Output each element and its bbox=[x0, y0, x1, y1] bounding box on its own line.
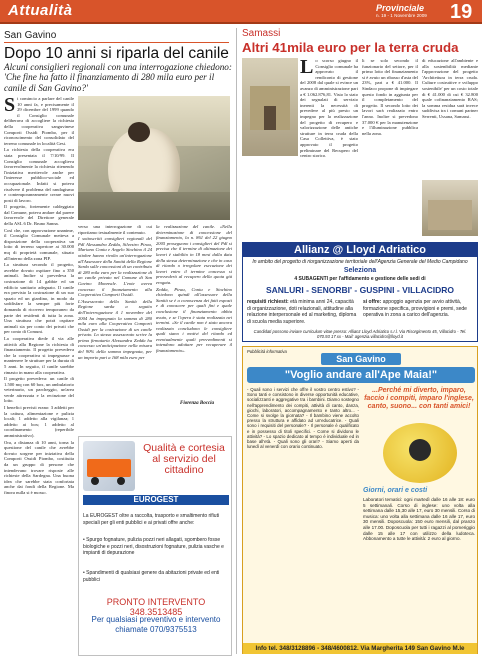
allianz-ad bbox=[242, 242, 478, 342]
paragraph: La cooperativa diede il via alle attività alla Regione la richiesta di finanziamento. Il progetto prevedeva che la cooperativa si impegnasse a mantenere le strutture per la durata di 5 anni. In seguito, il canile sarebbe rimasto in mano alla cooperativa. bbox=[4, 335, 74, 375]
allianz-logo: Allianz @ Lloyd Adriatico bbox=[243, 243, 477, 257]
paragraph: Così che, con approvazione unanime, il Consiglio Comunale metteva a disposizione della cooperativa un lotto di terreno superiore ai 30.000 mq di proprietà comunale, situato all'interno della zona PIP. bbox=[4, 227, 74, 261]
right-article-column-2 bbox=[362, 58, 418, 234]
left-article-column-3 bbox=[156, 224, 232, 400]
page-number: 19 bbox=[450, 1, 473, 23]
hours-title: Giorni, orari e costi bbox=[363, 487, 428, 494]
allianz-towns: SANLURI - SENORBI' - GUSPINI - VILLACIDRO bbox=[265, 285, 455, 295]
left-article-headline: Dopo 10 anni si riparla del canile bbox=[4, 45, 229, 62]
allianz-offer: 4 SUBAGENTI per l'affidamento e gestione delle sedi di bbox=[294, 276, 426, 282]
paragraph: I benefici previsti erano: 3 addetti per la cattura, alimentazione e pulizia locali; 1 addetto alla vigilanza; 1 addetto ai box; 1 addetto al coordinamento (reperibile amministrativo). bbox=[4, 405, 74, 439]
ad-side-text: ...Perché mi diverto, imparo, faccio i compiti, imparo l'inglese, canto, suono... con tanti amici! bbox=[364, 387, 474, 410]
paragraph: Ora, a distanza di 10 anni, torna la questione del canile che avrebbe dovuto sorgere per iniziativa della Comporti Ossidi Piombo, costituita da un gruppo di persone che intendevano trovare risposte alle richieste della Sardegna. Una buona idea che sarebbe stata confortata anche dai fondi della Regione. Ma finora nulla si è mosso. bbox=[4, 439, 74, 495]
allianz-offers bbox=[363, 299, 473, 319]
section-title: Attualità bbox=[8, 2, 73, 19]
building-door bbox=[264, 106, 276, 130]
paragraph: i comincio a parlare del canile 10 anni fa, e precisamente il 29 dicembre del 1999 quando il Consiglio comunale deliberava di accogliere la richiesta della cooperativa sanguvinese Comporti Ossidi Piombo, per il riconoscimento del consolidato del terreno comunale in località Gesi. bbox=[4, 96, 74, 146]
bee-head bbox=[409, 439, 431, 461]
eurogest-ad bbox=[78, 436, 232, 656]
animal-head bbox=[128, 122, 150, 142]
paragraph: li se solo secondo il funzionario del settore, per il primo lotto del finanziamento si è avuto un ribasso d'asta del 23%, pari a € 41.000. Il Sindaco propone di impiegare questo fondo in aggiunta per il completamento del progetto. Il secondo lotto dei lavori sarà realizzato entro l'anno. Inoltre si prevedono 37.000 € per la manutenzione e l'illuminazione pubblica nella zona. bbox=[362, 58, 418, 136]
ad-tag: Pubblicità informativa bbox=[247, 349, 287, 354]
right-article-headline: Altri 41mila euro per la terra cruda bbox=[242, 40, 459, 55]
paragraph: La struttura secondo il progetto, avrebbe dovuto ospitare fino a 350 animali. Inoltre si prevedeva la costruzione di 14 gabbie ed un edificio sanitario adeguato. Il canile era previsto la costruzione di un suo spazio ed un giardino, in modo da soddisfare la sempre più forte domanda di ricovero temporaneo da parte dei residenti di tutta la zona. Una struttura che potrà ospitare animali sia per conto dei privati che per conto di Comuni. bbox=[4, 262, 74, 335]
qa-paragraph: - Quali sono i servizi che offre il vostro centro estivo? - Sono tanti e consistono in diverse opportunità educative, socializzanti e aggregative tra i bambini. Diamo sostegno nell'apprendimento dei compiti, attività di canto, danza, giochi, laboratori, accompagnamento e tanto altro... - Come si svolge la giornata? - Il bambino viene accolto presso la struttura e affidato ad un'educatrice. - Quali sono i requisiti del personale? - Il personale è qualificato e in possesso di titoli specifici. - Come si dividono le attività? - Lo spazio dedicato al tempo è individuale ed in base all'età. - Quali sono gli orari? - Siamo aperti da lunedì al venerdì con orario continuato. bbox=[247, 387, 359, 450]
left-article-column-1 bbox=[4, 96, 74, 656]
paragraph: Il progetto prevedeva: un canile di 1.500 mq con 60 box, un ambulatorio veterinario, un parcheggio, un'area verde attrezzata e la recinzione del lotto. bbox=[4, 376, 74, 404]
paragraph: Zedda, Pirau, Contu e Stochino chiedono quindi all'assessore della Sanità se è a conoscenza dei fatti esposti e di conoscere per quali fini e quale conclusione il finanziamento abbia avuto, e se l'opera è stata realizzata nei termini. «Se il canile non è stato ancora realizzato concludono le consigliere quali siano i motivi del ritardo ed eventualmente quali provvedimenti si intendono adottare per recuperare il finanziamento». bbox=[156, 286, 232, 354]
paragraph: L'Assessorato della Sanità della Regione sarda a seguito dell'interrogazione il 1 novembre del 2004 ha impegnato la somma di 280 mila euro alla Cooperativa Comporti Ossidi per la costruzione di un canile privato. Lo stesso assessorato scrive la prima firmataria Alessandra Zedda ha concesso un'anticipazione nella misura del 90% della somma impegnata, per un importo pari a 168 mila euro per bbox=[78, 298, 152, 360]
author-byline: Fiorenza Boccia bbox=[180, 401, 215, 406]
bee-illustration bbox=[383, 423, 457, 483]
eurogest-logo: EUROGEST bbox=[83, 495, 229, 505]
ad-footer-contact[interactable]: Info tel. 348/3128896 - 348/4600812. Via Margherita 149 San Gavino M.le bbox=[243, 643, 477, 654]
allianz-requirements bbox=[247, 299, 357, 325]
ad-bullet-text: Spandimenti di qualsiasi genere da abitazioni private ed enti pubblici bbox=[83, 570, 220, 583]
paragraph: Il progetto, fortemente caldeggiato dal Comune, poteva andare dal parere favorevole del Direttore generale della ASL 6 Dr. Bruno Sanna. bbox=[4, 204, 74, 227]
hours-paragraph: Laboratori tematici: ogni martedì dalle 16 alle 18: euro 5 settimanali. Corso di inglese: uno volta alla settimana dalle 15,30 alle 17, euro 30 mensili. Corso di musica: uno volta alla settimana dalle 16 alle 17, euro 30 mensili. Doposcuola: 150 euro mensili, dal pranzo alle 17.00. Doposcuola per tutti i ragazzi al pomeriggio dalle 15 alle 17 con utilizzo della ludoteca. Abbonamento a tutte le attività: 2 euro al giorno. bbox=[363, 497, 475, 542]
issue-date: n. 19 - 1 Novembre 2009 bbox=[376, 13, 427, 18]
san-gavino-ad bbox=[242, 346, 478, 654]
office-phone[interactable]: Per qualsiasi preventivo e intervento chiamate 070/9375513 bbox=[91, 615, 221, 634]
ad-town: San Gavino bbox=[321, 353, 401, 365]
adobe-house-photo bbox=[422, 180, 478, 236]
newspaper-brand: Provinciale bbox=[376, 3, 425, 13]
label: si offre: bbox=[363, 299, 382, 305]
allianz-seeks: Seleziona bbox=[343, 267, 377, 274]
left-article-subheadline: Alcuni consiglieri regionali con una interrogazione chiedono: 'Che fine ha fatto il finanziamento di 280 mila euro per il canile di San Gavino?' bbox=[4, 62, 232, 93]
right-article-location: Samassi bbox=[242, 28, 281, 39]
ad-bullet-text: Spurgo fognature, pulizia pozzi neri allagati, sgombero fosse biologiche e pozzi neri, disostruzioni fognature, pulizia vasche e impianti di depurazione bbox=[83, 537, 224, 557]
truck-wheel bbox=[117, 477, 125, 485]
house-wall bbox=[428, 200, 472, 230]
left-article-location: San Gavino bbox=[4, 30, 57, 41]
text: età minima anni 24, capacità di organizzazione, doti relazionali, attitudine alla relazione interpersonale ed al marketing, diploma di scuola media superiore. bbox=[247, 299, 357, 325]
right-article-column-3 bbox=[422, 58, 478, 178]
terra-cruda-photo bbox=[242, 58, 298, 156]
sheep-dog-photo bbox=[78, 96, 230, 220]
right-article-column-1 bbox=[300, 58, 358, 238]
column-divider bbox=[236, 28, 237, 654]
emergency-phone[interactable]: PRONTO INTERVENTO 348.3513485 bbox=[106, 597, 206, 617]
paragraph: I sottoscritti consiglieri regionali del Pdl Alessandra Zedda, Silvestro Pirau, Mariano Contu e Angelo Stochino il 24 ottobre hanno rivolto un'interrogazione all'Assessore della Sanità della Regione Sarda sulle concessioni di un contributo di 280 mila euro per la realizzazione di un canile privato nel Comune di San Gavino Monreale. L'ente aveva concesso il finanziamento alla Cooperativa Comporti Ossidi. bbox=[78, 236, 152, 298]
ad-bullet: • Spandimenti di qualsiasi genere da abitazioni private ed enti pubblici bbox=[83, 570, 220, 583]
ad-title: Qualità e cortesia al servizio del cittadino bbox=[143, 442, 225, 476]
allianz-contact: Candidati possono inviare curriculum vitae presso: Allianz Lloyd Adriatico s.r.l. Via Risorgimento 45, Villacidro - Tel. 070.93 17 xx - Mail: agenzia.villacidro@lloyd.it bbox=[253, 329, 467, 339]
paragraph: o scorso giugno il Consiglio comunale ha approvato il rendiconto di gestione del 2008 dal quale si evince un avanzo di amministrazione pari a € 1.062.876,81. Visto lo stato dei segnalati di servizio inerenti la necessità di prevedere al più presto un impegno per la realizzazione del progetto di recupero e valorizzazione delle antiche strutture in terra cruda della Casa Collettiva, è stato approvato il progetto preliminare del Recupero del centro storico. bbox=[300, 58, 358, 159]
left-article-column-2 bbox=[78, 224, 152, 434]
truck-wheel bbox=[91, 477, 99, 485]
truck-body bbox=[87, 459, 131, 477]
paragraph: di educazione all'ambiente e alla sostenibilità mediante l'approvazione del progetto 'Architettura in terra cruda. Culture costruttive e sviluppo sostenibile' per un costo totale di € 41.000 di cui € 32.800 quale cofinanziamento RAS; la somma residua sarà invece suddivisa tra i comuni partner Serrenti, Ussana, Samassi. bbox=[422, 58, 478, 119]
dropcap: S bbox=[4, 96, 16, 116]
hours-text bbox=[363, 497, 475, 637]
ad-qa-text bbox=[247, 387, 359, 597]
ad-intro: La EUROGEST oltre a raccolta, trasporto e smaltimento rifiuti speciali per gli enti pubblici e ai privati offre anche: bbox=[83, 513, 220, 526]
truck-photo bbox=[83, 441, 135, 491]
paragraph: verso una interrogazione di cui riportiamo testualmente il contenuto. bbox=[78, 224, 152, 235]
text: appoggio agenzia per avvio attività, formazione specifica, provvigioni e premi, sede operativa in zona a carico dell'agenzia. bbox=[363, 299, 467, 319]
paragraph: la realizzazione del canile. «Nella determinazione di concessione del finanziamento, la n. 861 del 22 giugno 2005 proseguono i consiglieri del Pdl si precisa che il termine di ultimazione dei lavori è stabilito in 18 mesi dalla data della stessa determinazione e che in caso di ritardo o irregolare esecuzione dei lavori entro il termine concesso si provvederà al recupero della quota già erogata. bbox=[156, 224, 232, 285]
paragraph: La richiesta della cooperativa era stata presentata il 7/10/99. Il Consiglio comunale accoglieva favorevolmente la richiesta ritenendo l'iniziativa meritevole anche per l'interesse pubblico-sociale ed occupazionale. Infatti si poteva risolvere il problema del randagismo e contemporaneamente creare nuovi posti di lavoro. bbox=[4, 147, 74, 203]
dropcap: L bbox=[300, 58, 314, 78]
divider bbox=[4, 42, 229, 43]
allianz-subtitle: In ambito del progetto di riorganizzazione territoriale dell'Agenzia Generale del Medio Campidano bbox=[252, 259, 468, 265]
ad-bullet: • Spurgo fognature, pulizia pozzi neri allagati, sgombero fosse biologiche e pozzi neri, disostruzioni fognature, pulizia vasche e impianti di depurazione bbox=[83, 537, 224, 557]
photo-ground bbox=[78, 192, 230, 220]
ad-slogan: "Voglio andare all'Ape Maia!" bbox=[247, 367, 475, 383]
label: requisiti richiesti: bbox=[247, 299, 289, 305]
